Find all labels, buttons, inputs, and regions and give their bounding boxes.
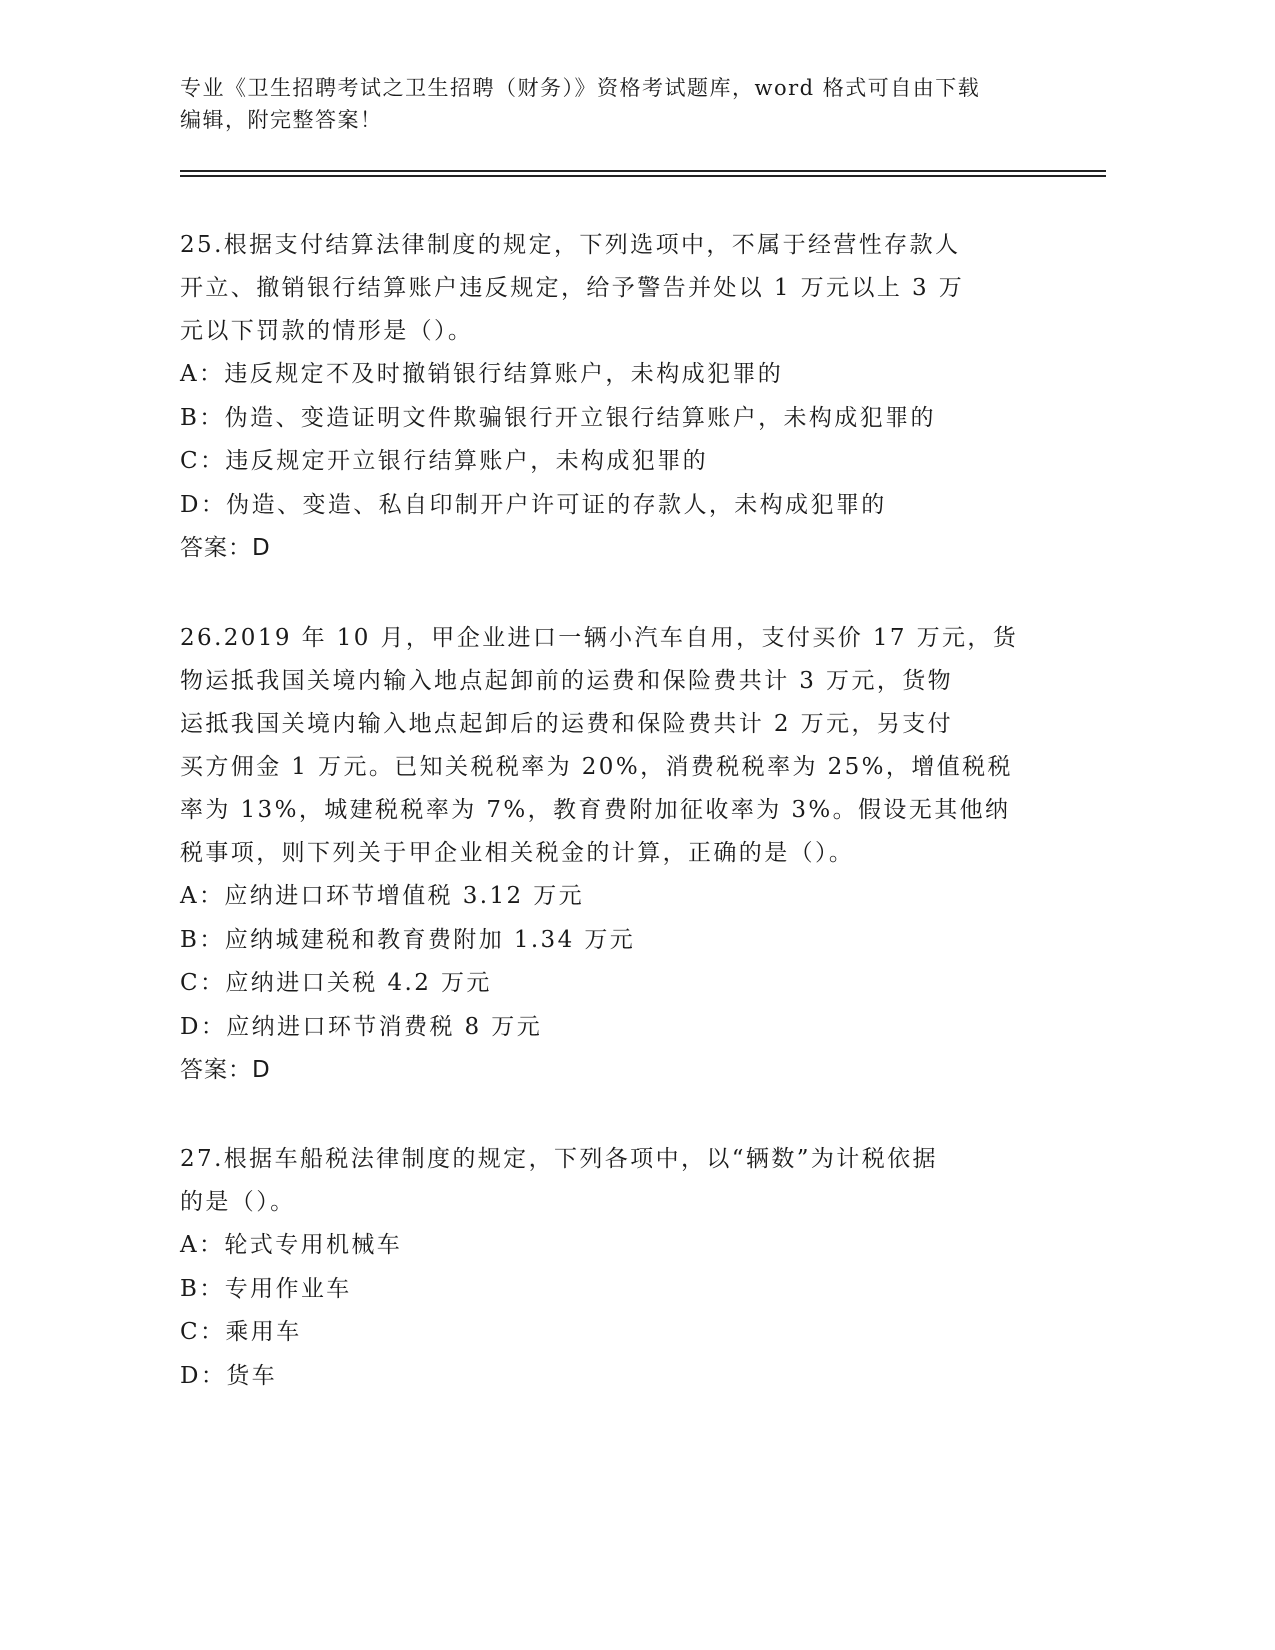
question-stem-line: 27.根据车船税法律制度的规定，下列各项中，以“辆数”为计税依据: [180, 1146, 938, 1172]
option-c: C：乘用车: [180, 1319, 302, 1345]
option-a: A：违反规定不及时撤销银行结算账户，未构成犯罪的: [180, 361, 784, 387]
option-c: C：违反规定开立银行结算账户，未构成犯罪的: [180, 448, 708, 474]
option-b: B：伪造、变造证明文件欺骗银行开立银行结算账户，未构成犯罪的: [180, 404, 936, 431]
option-b: B：应纳城建税和教育费附加 1.34 万元: [180, 926, 636, 953]
option-c: C：应纳进口关税 4.2 万元: [180, 970, 492, 996]
question-stem-line: 物运抵我国关境内输入地点起卸前的运费和保险费共计 3 万元，货物: [180, 668, 954, 694]
option-d: D：伪造、变造、私自印制开户许可证的存款人，未构成犯罪的: [180, 491, 887, 518]
question-stem-line: 开立、撤销银行结算账户违反规定，给予警告并处以 1 万元以上 3 万: [180, 275, 965, 301]
header-divider: [180, 170, 1106, 172]
answer-line: 答案：D: [180, 1057, 271, 1083]
question-25: [180, 224, 1050, 570]
question-stem-line: 的是（）。: [180, 1189, 296, 1215]
option-d: D：应纳进口环节消费税 8 万元: [180, 1013, 543, 1040]
question-stem-line: 25.根据支付结算法律制度的规定，下列选项中，不属于经营性存款人: [180, 232, 961, 258]
question-27: [180, 1138, 1050, 1398]
question-stem-line: 买方佣金 1 万元。已知关税税率为 20%，消费税税率为 25%，增值税税: [180, 754, 1013, 780]
header-divider: [180, 175, 1106, 177]
document-header: [180, 72, 1040, 136]
option-d: D：货车: [180, 1362, 278, 1389]
option-a: A：应纳进口环节增值税 3.12 万元: [180, 883, 585, 909]
question-stem-line: 26.2019 年 10 月，甲企业进口一辆小汽车自用，支付买价 17 万元，货: [180, 625, 1019, 651]
option-b: B：专用作业车: [180, 1275, 352, 1302]
question-stem-line: 率为 13%，城建税税率为 7%，教育费附加征收率为 3%。假设无其他纳: [180, 797, 1011, 823]
answer-line: 答案：D: [180, 535, 271, 561]
option-a: A：轮式专用机械车: [180, 1232, 403, 1258]
question-stem-line: 元以下罚款的情形是（）。: [180, 318, 474, 344]
question-26: [180, 617, 1050, 1092]
header-line: 编辑，附完整答案！: [180, 108, 383, 132]
question-stem-line: 税事项，则下列关于甲企业相关税金的计算，正确的是（）。: [180, 840, 855, 866]
question-stem-line: 运抵我国关境内输入地点起卸后的运费和保险费共计 2 万元，另支付: [180, 711, 954, 737]
header-line: 专业《卫生招聘考试之卫生招聘（财务）》资格考试题库，word 格式可自由下载: [180, 76, 981, 100]
